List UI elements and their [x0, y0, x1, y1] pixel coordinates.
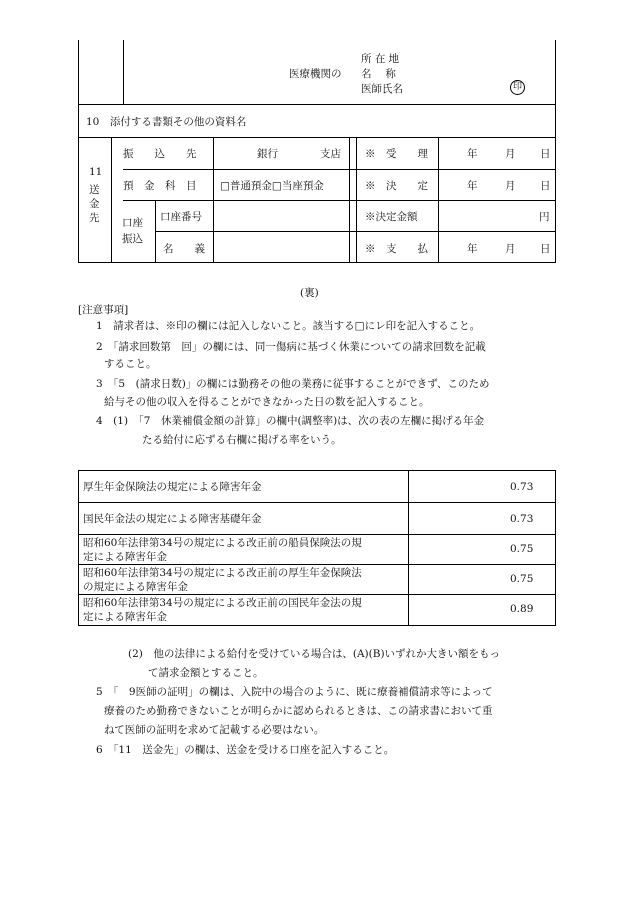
note-4-2: (2) 他の法律による給付を受けている場合は、(A)(B)いずれか大きい額をもっ [128, 648, 501, 660]
account-box-label-1: 口座 [122, 217, 143, 229]
receipt-day: 日 [540, 148, 551, 160]
rate-row-1-rate: 0.73 [510, 481, 534, 493]
receipt-month: 月 [505, 148, 516, 160]
decision-day: 日 [540, 180, 551, 192]
remit-vertical-2: 金 [89, 198, 100, 210]
payment-label: ※ 支 払 [365, 243, 428, 255]
doctor-name-label: 医師氏名 [361, 83, 403, 95]
name-label: 名 称 [361, 68, 396, 80]
bank-label: 銀行 [257, 148, 278, 160]
medical-institution-label: 医療機関の [289, 68, 342, 80]
payment-year: 年 [467, 243, 478, 255]
decision-month: 月 [505, 180, 516, 192]
rate-row-2-label: 国民年金法の規定による障害基礎年金 [83, 513, 262, 525]
remit-vertical-3: 先 [89, 212, 100, 224]
rate-row-5-rate: 0.89 [510, 603, 534, 615]
note-3: 3 「5 (請求日数)」の欄には勤務その他の業務に従事することができず、このため [96, 378, 490, 390]
decided-amount-yen: 円 [539, 211, 550, 223]
rate-row-3-label-b: 定による障害年金 [83, 551, 167, 563]
note-6: 6 「11 送金先」の欄は、送金を受ける口座を記入すること。 [96, 744, 395, 756]
note-5-cont-2: ねて医師の証明を求めて記載する必要はない。 [104, 724, 325, 736]
rate-row-3-label-a: 昭和60年法律第34号の規定による改正前の船員保険法の規 [83, 537, 362, 549]
deposit-type-options: □普通預金□当座預金 [220, 180, 324, 192]
note-4-2-cont: て請求金額とすること。 [148, 667, 264, 679]
note-1: 1 請求者は、※印の欄には記入しないこと。該当する□にレ印を記入すること。 [96, 320, 481, 332]
decision-label: ※ 決 定 [365, 180, 428, 192]
decision-year: 年 [467, 180, 478, 192]
rate-row-3-rate: 0.75 [510, 543, 534, 555]
account-box-label-2: 振込 [122, 233, 143, 245]
notes-heading: [注意事項] [78, 304, 129, 316]
receipt-year: 年 [467, 148, 478, 160]
remit-number: 11 [89, 166, 103, 178]
rate-row-4-label-b: の規定による障害年金 [83, 581, 188, 593]
account-number-label: 口座番号 [160, 211, 202, 223]
row10-label: 10 添付する書類その他の資料名 [86, 116, 247, 128]
account-name-label: 名 義 [163, 243, 205, 255]
note-4-1-cont: たる給付に応ずる右欄に掲げる率をいう。 [142, 434, 342, 446]
note-4-1: 4 (1) 「7 休業補償金額の計算」の欄中(調整率)は、次の表の左欄に掲げる年金 [96, 415, 485, 427]
address-label: 所 在 地 [361, 53, 400, 65]
note-3-cont: 給与その他の収入を得ることができなかった日の数を記入すること。 [104, 396, 430, 408]
rate-row-4-label-a: 昭和60年法律第34号の規定による改正前の厚生年金保険法 [83, 567, 362, 579]
payment-month: 月 [505, 243, 516, 255]
note-5-cont-1: 療養のため勤務できないことが明らかに認められるときは、この請求書において重 [104, 705, 493, 717]
decided-amount-label: ※決定金額 [365, 211, 418, 223]
note-5: 5 「 9医師の証明」の欄は、入院中の場合のように、既に療養補償請求等によって [96, 686, 493, 698]
back-title: (裏) [300, 287, 319, 299]
note-2-cont: すること。 [104, 358, 157, 370]
rate-row-2-rate: 0.73 [510, 513, 534, 525]
furikomi-label: 振 込 先 [123, 148, 197, 160]
remit-vertical-1: 送 [89, 184, 100, 196]
receipt-label: ※ 受 理 [365, 148, 428, 160]
rate-row-1-label: 厚生年金保険法の規定による障害年金 [83, 481, 262, 493]
deposit-type-label: 預 金 科 目 [123, 180, 197, 192]
rate-row-4-rate: 0.75 [510, 573, 534, 585]
note-2: 2 「請求回数第 回」の欄には、同一傷病に基づく休業についての請求回数を記載 [96, 341, 486, 353]
rate-row-5-label-b: 定による障害年金 [83, 611, 167, 623]
payment-day: 日 [540, 243, 551, 255]
rate-row-5-label-a: 昭和60年法律第34号の規定による改正前の国民年金法の規 [83, 597, 362, 609]
branch-label: 支店 [320, 148, 341, 160]
seal-mark: 印 [510, 80, 525, 95]
